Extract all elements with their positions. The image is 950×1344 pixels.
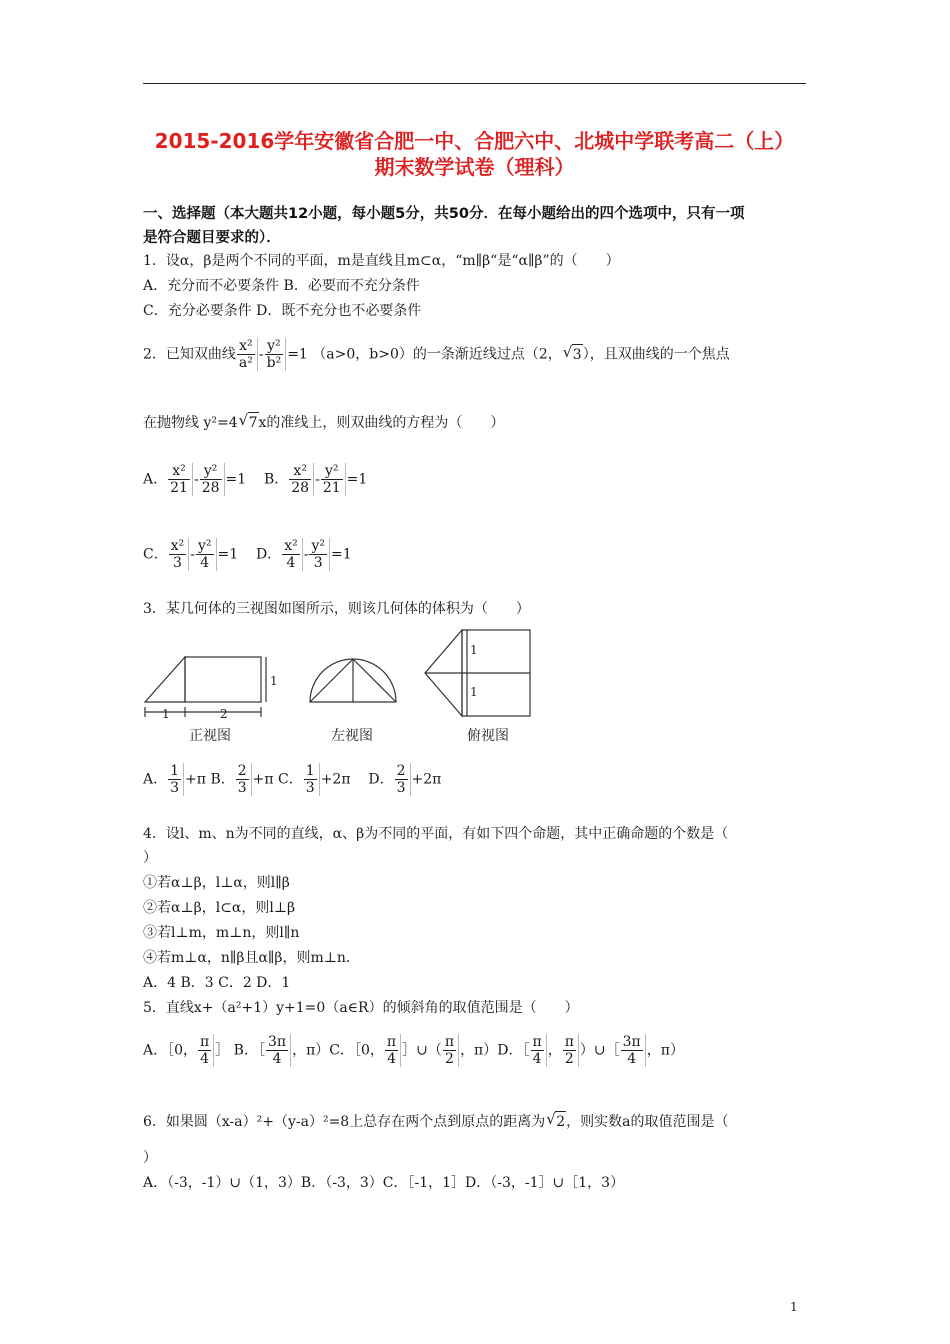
front-dim-right: 2	[220, 707, 228, 721]
q6-stem-line-2: ）	[143, 1150, 157, 1166]
title-line-1: 2015-2016学年安徽省合肥一中、合肥六中、北城中学联考高二（上）	[154, 129, 795, 153]
q4-proposition-2: ②若α⊥β，l⊂α，则l⊥β	[143, 900, 296, 916]
q2-frac-y: $\frac{\text{y²}}{\text{b²}}$	[265, 338, 287, 371]
q4-stem-line-1: 4．设l、m、n为不同的直线，α、β为不同的平面，有如下四个命题，其中正确命题的个数是（	[143, 826, 729, 842]
q3-options: A． $\frac{1}{3}$ +π B． $\frac{2}{3}$ +π C． $\frac{1}{3}$ +2π D． $\frac{2}{3}$ +2π	[143, 763, 442, 797]
page-number: 1	[790, 1300, 798, 1314]
front-view-label: 正视图	[189, 728, 231, 744]
q2-line2: 在抛物线 y²=4√ 7x的准线上，则双曲线的方程为（ ）	[143, 412, 504, 433]
q1-options-ab: A．充分而不必要条件 B．必要而不充分条件	[143, 278, 420, 294]
q2-options-cd: C． $\frac{\text{x²}}{3}$ - $\frac{\text{y²}}{4}$ =1 D． $\frac{\text{x²}}{4}$ - $\frac{\text{y²}}{3}$ =1	[143, 538, 352, 572]
q2-sqrt7: √ 7	[248, 412, 259, 433]
front-dim-left: 1	[162, 707, 170, 721]
side-view-figure	[305, 656, 401, 708]
q1-options-cd: C．充分必要条件 D．既不充分也不必要条件	[143, 303, 422, 319]
q5-stem: 5．直线x+（a²+1）y+1=0（a∈R）的倾斜角的取值范围是（ ）	[143, 1000, 579, 1016]
q5-options: A．［0， $\frac{\pi}{4}$ ］ B．［ $\frac{3\pi}{4}$ ，π）C．［0， $\frac{\pi}{4}$ ］∪（ $\frac{\pi}{2}$ ，π）D．［ $\frac{\pi}{4}$ ， $\frac{\pi}{2}$ ）∪［ $\frac{3\pi}{4}$ ，π）	[143, 1034, 684, 1068]
section-heading-line-2: 是符合题目要求的）．	[143, 230, 281, 246]
q2-frac-x: $\frac{\text{x²}}{\text{a²}}$	[237, 338, 258, 371]
front-dim-height: 1	[270, 674, 278, 688]
q2-prefix: 2．已知双曲线	[143, 346, 236, 363]
q2-stem: 2．已知双曲线 $\frac{\text{x²}}{\text{a²}}$ - $\frac{\text{y²}}{\text{b²}}$ =1 （a>0，b>0）的一条渐近线过点（2，√ 3），且双曲线的一个焦点	[143, 338, 730, 371]
q1-stem: 1．设α，β是两个不同的平面，m是直线且m⊂α，“m∥β“是“α∥β”的（ ）	[143, 253, 620, 269]
q6-sqrt2: √ 2	[555, 1111, 566, 1132]
header-rule	[143, 83, 806, 84]
side-view-label: 左视图	[331, 728, 373, 744]
q4-proposition-1: ①若α⊥β，l⊥α，则l∥β	[143, 875, 290, 891]
top-view-figure	[420, 628, 535, 720]
title-line-2: 期末数学试卷（理科）	[374, 155, 575, 179]
q4-proposition-4: ④若m⊥α，n∥β且α∥β，则m⊥n．	[143, 950, 360, 966]
top-view-label: 俯视图	[467, 728, 509, 744]
front-view-figure	[140, 652, 280, 724]
q2-sqrt3: √ 3	[572, 344, 583, 365]
q2-tail: ），且双曲线的一个焦点	[582, 346, 730, 363]
q2-options-ab: A． $\frac{\text{x²}}{21}$ - $\frac{\text{y²}}{28}$ =1 B． $\frac{\text{x²}}{28}$ - $\frac{\text{y²}}{21}$ =1	[143, 463, 368, 497]
top-dim-upper: 1	[470, 643, 478, 657]
q4-stem-line-2: ）	[143, 850, 157, 866]
q4-options: A．4 B．3 C．2 D．1	[143, 975, 291, 991]
q2-eq-tail: =1 （a>0，b>0）的一条渐近线过点（2，	[287, 346, 562, 363]
top-dim-lower: 1	[470, 685, 478, 699]
q3-stem: 3．某几何体的三视图如图所示，则该几何体的体积为（ ）	[143, 601, 530, 617]
q4-proposition-3: ③若l⊥m，m⊥n，则l∥n	[143, 925, 300, 941]
q6-stem: 6．如果圆（x-a）²+（y-a）²=8上总存在两个点到原点的距离为√ 2，则实数a的取值范围是（	[143, 1111, 729, 1132]
q6-options: A．（-3，-1）∪（1，3）B．（-3，3）C．［-1，1］D．（-3，-1］∪［1，3）	[143, 1175, 625, 1191]
section-heading-line-1: 一、选择题（本大题共12小题，每小题5分，共50分．在每小题给出的四个选项中，只有一项	[143, 206, 745, 222]
